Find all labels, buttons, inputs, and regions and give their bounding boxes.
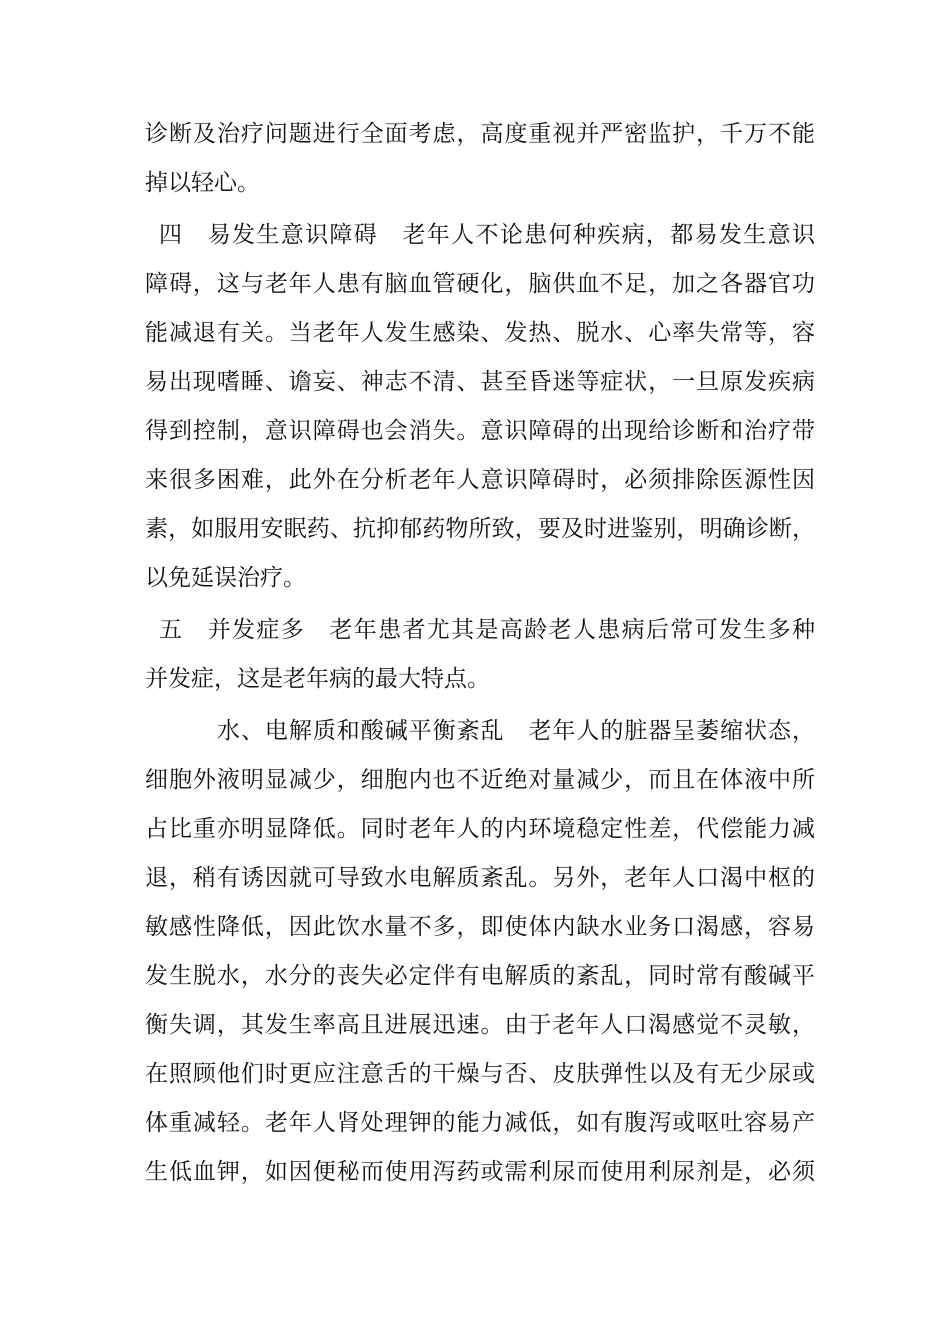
text-line: 体重减轻。老年人肾处理钾的能力减低，如有腹泻或呕吐容易产 <box>145 1110 815 1136</box>
text-line: 掉以轻心。 <box>145 170 260 196</box>
text-line: 以免延误治疗。 <box>145 565 306 591</box>
section-heading-line: 四 易发生意识障碍 老年人不论患何种疾病，都易发生意识 <box>159 222 815 248</box>
text-line: 素，如服用安眠药、抗抑郁药物所致，要及时进鉴别，明确诊断， <box>145 516 815 542</box>
text-line: 障碍，这与老年人患有脑血管硬化，脑供血不足，加之各器官功 <box>145 271 815 297</box>
text-line: 发生脱水，水分的丧失必定伴有电解质的紊乱，同时常有酸碱平 <box>145 963 815 989</box>
text-line: 得到控制，意识障碍也会消失。意识障碍的出现给诊断和治疗带 <box>145 418 815 444</box>
text-line: 来很多困难，此外在分析老年人意识障碍时，必须排除医源性因 <box>145 467 815 493</box>
text-line: 在照顾他们时更应注意舌的干燥与否、皮肤弹性以及有无少尿或 <box>145 1061 815 1087</box>
text-line: 敏感性降低，因此饮水量不多，即使体内缺水业务口渴感，容易 <box>145 914 815 940</box>
text-line: 细胞外液明显减少，细胞内也不近绝对量减少，而且在体液中所 <box>145 767 815 793</box>
text-line: 占比重亦明显降低。同时老年人的内环境稳定性差，代偿能力减 <box>145 816 815 842</box>
text-line: 诊断及治疗问题进行全面考虑，高度重视并严密监护，千万不能 <box>145 121 815 147</box>
text-line: 能减退有关。当老年人发生感染、发热、脱水、心率失常等，容 <box>145 320 815 346</box>
section-heading-line: 五 并发症多 老年患者尤其是高龄老人患病后常可发生多种 <box>159 617 815 643</box>
text-line: 易出现嗜睡、谵妄、神志不清、甚至昏迷等症状，一旦原发疾病 <box>145 369 815 395</box>
text-line: 退，稍有诱因就可导致水电解质紊乱。另外，老年人口渴中枢的 <box>145 865 815 891</box>
text-line: 衡失调，其发生率高且进展迅速。由于老年人口渴感觉不灵敏， <box>145 1012 815 1038</box>
text-line: 并发症，这是老年病的最大特点。 <box>145 666 490 692</box>
text-line: 生低血钾，如因便秘而使用泻药或需利尿而使用利尿剂是，必须 <box>145 1159 815 1185</box>
subsection-heading-line: 水、电解质和酸碱平衡紊乱 老年人的脏器呈萎缩状态， <box>217 718 815 744</box>
body-text <box>145 110 815 1197</box>
